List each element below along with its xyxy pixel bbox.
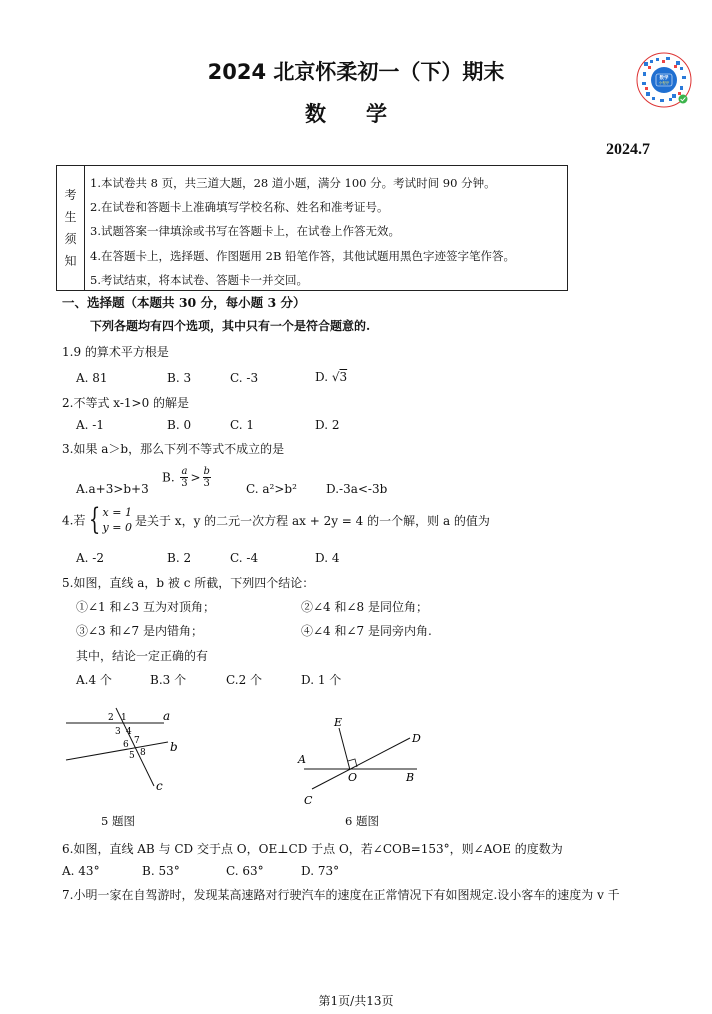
ray-oe [339,728,350,770]
figure-6-caption: 6 题图 [345,814,379,828]
q4-option-c: C. -4 [230,551,259,565]
fraction-numerator: b [203,466,210,477]
q4-option-d: D. 4 [315,551,340,565]
label-b: b [170,740,178,754]
q4-option-b: B. 2 [167,551,192,565]
q5-option-b: B.3 个 [150,673,187,687]
notice-line: 1.本试卷共 8 页，共三道大题，28 道小题，满分 100 分。考试时间 90 分钟。 [90,176,496,190]
notice-box [56,165,568,291]
fraction-denominator: 3 [203,478,210,489]
q5-stem: 5.如图，直线 a，b 被 c 所截，下列四个结论： [62,576,315,590]
q5-claim-4: ④∠4 和∠7 是同旁内角. [301,624,432,638]
svg-text:数学: 数学 [659,76,669,81]
fraction [180,466,188,489]
fraction-numerator: a [181,466,188,477]
label-c: c [156,779,163,793]
qr-code-icon [636,52,692,108]
q3-option-d: D.-3a<-3b [326,482,388,496]
notice-line: 4.在答题卡上，选择题、作图题用 2B 铅笔作答，其他试题用黑色字迹签字笔作答。 [90,248,516,263]
exam-title: 2024 北京怀柔初一（下）期末 [207,60,505,84]
q4-option-a: A. -2 [76,551,104,565]
q3-option-a: A.a+3>b+3 [76,482,149,496]
angle-label: 4 [126,727,132,737]
q2-option-c: C. 1 [230,418,255,432]
q3-option-b-operator: > [190,470,201,485]
notice-label-char: 生 [64,210,77,224]
notice-label-char: 考 [64,188,77,202]
point-label: D [412,732,421,745]
notice-line: 3.试题答案一律填涂或书写在答题卡上，在试卷上作答无效。 [90,224,400,239]
angle-label: 6 [123,740,129,750]
q1-option-c: C. -3 [230,371,259,385]
q4-stem [62,502,490,537]
q1-option-d-radicand: 3 [339,370,348,384]
q6-option-c: C. 63° [226,864,264,878]
svg-text:小程序: 小程序 [658,81,670,85]
notice-line: 2.在试卷和答题卡上准确填写学校名称、姓名和准考证号。 [90,200,389,215]
point-label: E [334,716,343,729]
section-instruction: 下列各题均有四个选项，其中只有一个是符合题意的. [90,319,371,333]
q5-claim-3: ③∠3 和∠7 是内错角； [76,624,204,638]
point-label: A [298,753,306,766]
q5-conclusion: 其中，结论一定正确的有 [76,649,209,663]
subject-title: 数学 [305,102,427,126]
q5-option-a: A.4 个 [76,673,112,687]
equation-line: y = 0 [102,521,132,534]
notice-lines [90,171,515,292]
notice-label [57,166,85,290]
notice-label-char: 知 [64,254,77,268]
line-b [66,742,168,760]
q4-rest: 是关于 x，y 的二元一次方程 ax + 2y = 4 的一个解，则 a 的值为 [134,513,490,528]
q6-stem: 6.如图，直线 AB 与 CD 交于点 O，OE⊥CD 于点 O，若∠COB=153°，则∠AOE 的度数为 [62,842,563,856]
q1-stem: 1.9 的算术平方根是 [62,345,169,359]
angle-label: 3 [115,727,121,737]
angle-label: 8 [140,748,146,758]
q1-option-d-label: D. [315,370,332,384]
angle-label: 5 [129,751,135,761]
section-heading: 一、选择题（本题共 30 分，每小题 3 分） [62,295,306,310]
q6-option-d: D. 73° [301,864,340,878]
q5-claim-1: ①∠1 和∠3 互为对顶角； [76,600,216,614]
equation-system [103,505,132,535]
page-footer: 第1页/共13页 [318,994,394,1008]
q3-stem: 3.如果 a＞b，那么下列不等式不成立的是 [62,442,285,456]
notice-line: 5.考试结束，将本试卷、答题卡一并交回。 [90,272,308,287]
point-label: C [304,794,313,807]
angle-label: 7 [134,736,140,746]
q5-claim-2: ②∠4 和∠8 是同位角； [301,600,429,614]
q3-option-b-label: B. [162,470,175,485]
brace-icon: { [89,502,101,537]
q1-option-a: A. 81 [76,371,108,385]
q4-prefix: 4.若 [62,513,86,528]
fraction [203,466,211,489]
point-label: B [406,771,415,784]
figure-5 [60,700,200,800]
fraction-denominator: 3 [181,478,188,489]
exam-date: 2024.7 [606,141,650,158]
figure-6 [292,712,432,812]
q3-option-b [162,466,213,489]
q5-option-d: D. 1 个 [301,673,342,687]
q2-option-a: A. -1 [76,418,104,432]
q2-stem: 2.不等式 x-1>0 的解是 [62,396,190,410]
q6-option-a: A. 43° [62,864,100,878]
point-label: O [348,771,358,784]
q5-option-c: C.2 个 [226,673,263,687]
q3-option-c: C. a²>b² [246,482,297,496]
figure-5-caption: 5 题图 [101,814,135,828]
q2-option-b: B. 0 [167,418,192,432]
q2-option-d: D. 2 [315,418,340,432]
q1-option-b: B. 3 [167,371,192,385]
sqrt-symbol-icon: √ [331,370,340,384]
label-a: a [163,709,171,723]
line-cd [312,738,410,789]
equation-line: x = 1 [102,506,132,519]
q6-option-b: B. 53° [142,864,180,878]
notice-label-char: 须 [64,232,77,246]
q7-stem: 7.小明一家在自驾游时，发现某高速路对行驶汽车的速度在正常情况下有如图规定.设小客车的速度为 v 千 [62,888,620,902]
q1-option-d [315,370,347,384]
angle-label: 1 [121,713,127,723]
angle-label: 2 [108,713,114,723]
